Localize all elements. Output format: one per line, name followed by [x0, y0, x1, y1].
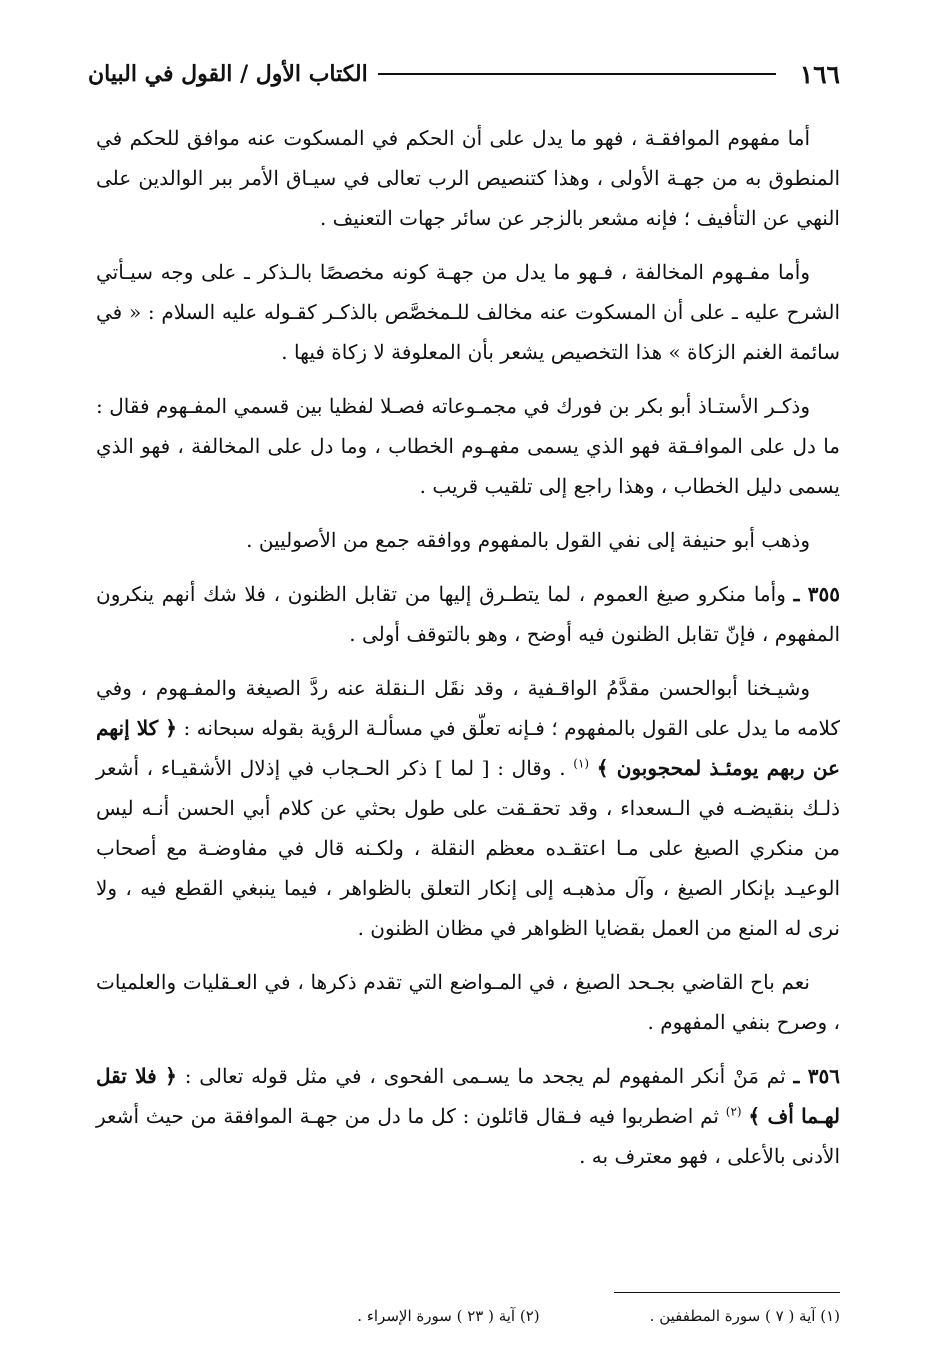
footnote-ref: (١)	[573, 756, 590, 771]
paragraph-numbered	[96, 1056, 840, 1176]
paragraph-text: وشيـخنا أبوالحسن مقدَّمُ الواقـفية ، وقد نقَل الـنقلة عنه ردَّ الصيغة والمفـهوم ، وفي كلامه ما يدل على القول بالمفهوم ؛ فـإنه تعلّق في مسألـة الرؤية بقوله سبحانه :	[96, 676, 840, 740]
footnote-ref: (٢)	[725, 1104, 742, 1119]
paragraph	[96, 668, 840, 948]
header-rule	[378, 73, 776, 75]
paragraph	[96, 962, 840, 1042]
quran-verse: ﴿ فلا تقل لهـما أف ﴾	[96, 1064, 841, 1128]
paragraph	[96, 386, 840, 506]
paragraph-text: وذهب أبو حنيفة إلى نفي القول بالمفهوم ووافقه جمع من الأصوليين .	[246, 528, 810, 552]
paragraph-text: وأما مفـهوم المخالفة ، فـهو ما يدل من جهـة كونه مخصصًا بالـذكر ـ على وجه سيـأتي الشرح عليه ـ على أن المسكوت عنه مخالف للـمخصَّص بالذكـر كقـوله عليه السلام : « في سائمة الغنم الزكاة » هذا التخصيص يشعر بأن المعلوفة لا زكاة فيها .	[96, 260, 841, 364]
paragraph-numbered	[96, 574, 840, 654]
page-body	[96, 118, 840, 1190]
footnotes	[96, 1304, 840, 1328]
quran-verse: ﴿ كلا إنهم عن ربهم يومئـذ لمحجوبون ﴾	[96, 716, 840, 780]
paragraph-text: أما مفهوم الموافقـة ، فهو ما يدل على أن الحكم في المسكوت عنه موافق للحكم في المنطوق به من جهـة الأولى ، وهذا كتنصيص الرب تعالى في سيـاق الأمر ببر الوالدين على النهي عن التأفيف ؛ فإنه مشعر بالزجر عن سائر جهات التعنيف .	[96, 126, 840, 230]
paragraph	[96, 520, 840, 560]
running-title: الكتاب الأول / القول في البيان	[88, 61, 368, 87]
footnote: (١) آية ( ٧ ) سورة المطففين .	[649, 1307, 840, 1325]
paragraph-text: ثم اضطربوا فيه فـقال قائلون : كل ما دل من جهـة الموافقة من حيث أشعر الأدنى بالأعلى ، فهو معترف به .	[96, 1104, 840, 1168]
paragraph	[96, 118, 840, 238]
footnote-rule	[614, 1292, 840, 1293]
paragraph-text: ثم مَنْ أنكر المفهوم لم يجحد ما يسـمى الفحوى ، في مثل قوله تعالى :	[184, 1064, 786, 1088]
page-header	[88, 52, 840, 96]
paragraph-text: نعم باح القاضي بجـحد الصيغ ، في المـواضع التي تقدم ذكرها ، في العـقليات والعلميات ، وصرح بنفي المفهوم .	[96, 970, 840, 1034]
paragraph-text: . وقال : [ لما ] ذكر الحـجاب في إذلال الأشقيـاء ، أشعر ذلـك بنقيضـه في الـسعداء ، وقد تحقـقت على طول بحثي عن كلام أبي الحسن أنـه ليس من منكري الصيغ على مـا اعتقـده معظم النقلة ، ولكـنه قال في مفاوضـة مع أصحاب الوعيـد بإنكار الصيغ ، وآل مذهبـه إلى إنكار التعلق بالظواهر ، فيما ينبغي القطع فيه ، ولا نرى له المنع من العمل بقضايا الظواهر في مظان الظنون .	[96, 756, 840, 940]
page-number: ١٦٦	[799, 59, 840, 89]
paragraph	[96, 252, 840, 372]
section-number: ٣٥٥ ـ	[793, 582, 841, 606]
paragraph-text: وذكـر الأستـاذ أبو بكر بن فورك في مجمـوعاته فصـلا لفظيا بين قسمي المفـهوم فقال : ما دل على الموافـقة فهو الذي يسمى مفهـوم الخطاب ، وما دل على المخالفة ، فهو الذي يسمى دليل الخطاب ، وهذا راجع إلى تلقيب قريب .	[96, 394, 840, 498]
footnote: (٢) آية ( ٢٣ ) سورة الإسراء .	[357, 1307, 540, 1325]
paragraph-text: وأما منكرو صيغ العموم ، لما يتطـرق إليها من تقابل الظنون ، فلا شك أنهم ينكرون المفهوم ، فإنّ تقابل الظنون فيه أوضح ، وهو بالتوقف أولى .	[96, 582, 840, 646]
section-number: ٣٥٦ ـ	[793, 1064, 840, 1088]
